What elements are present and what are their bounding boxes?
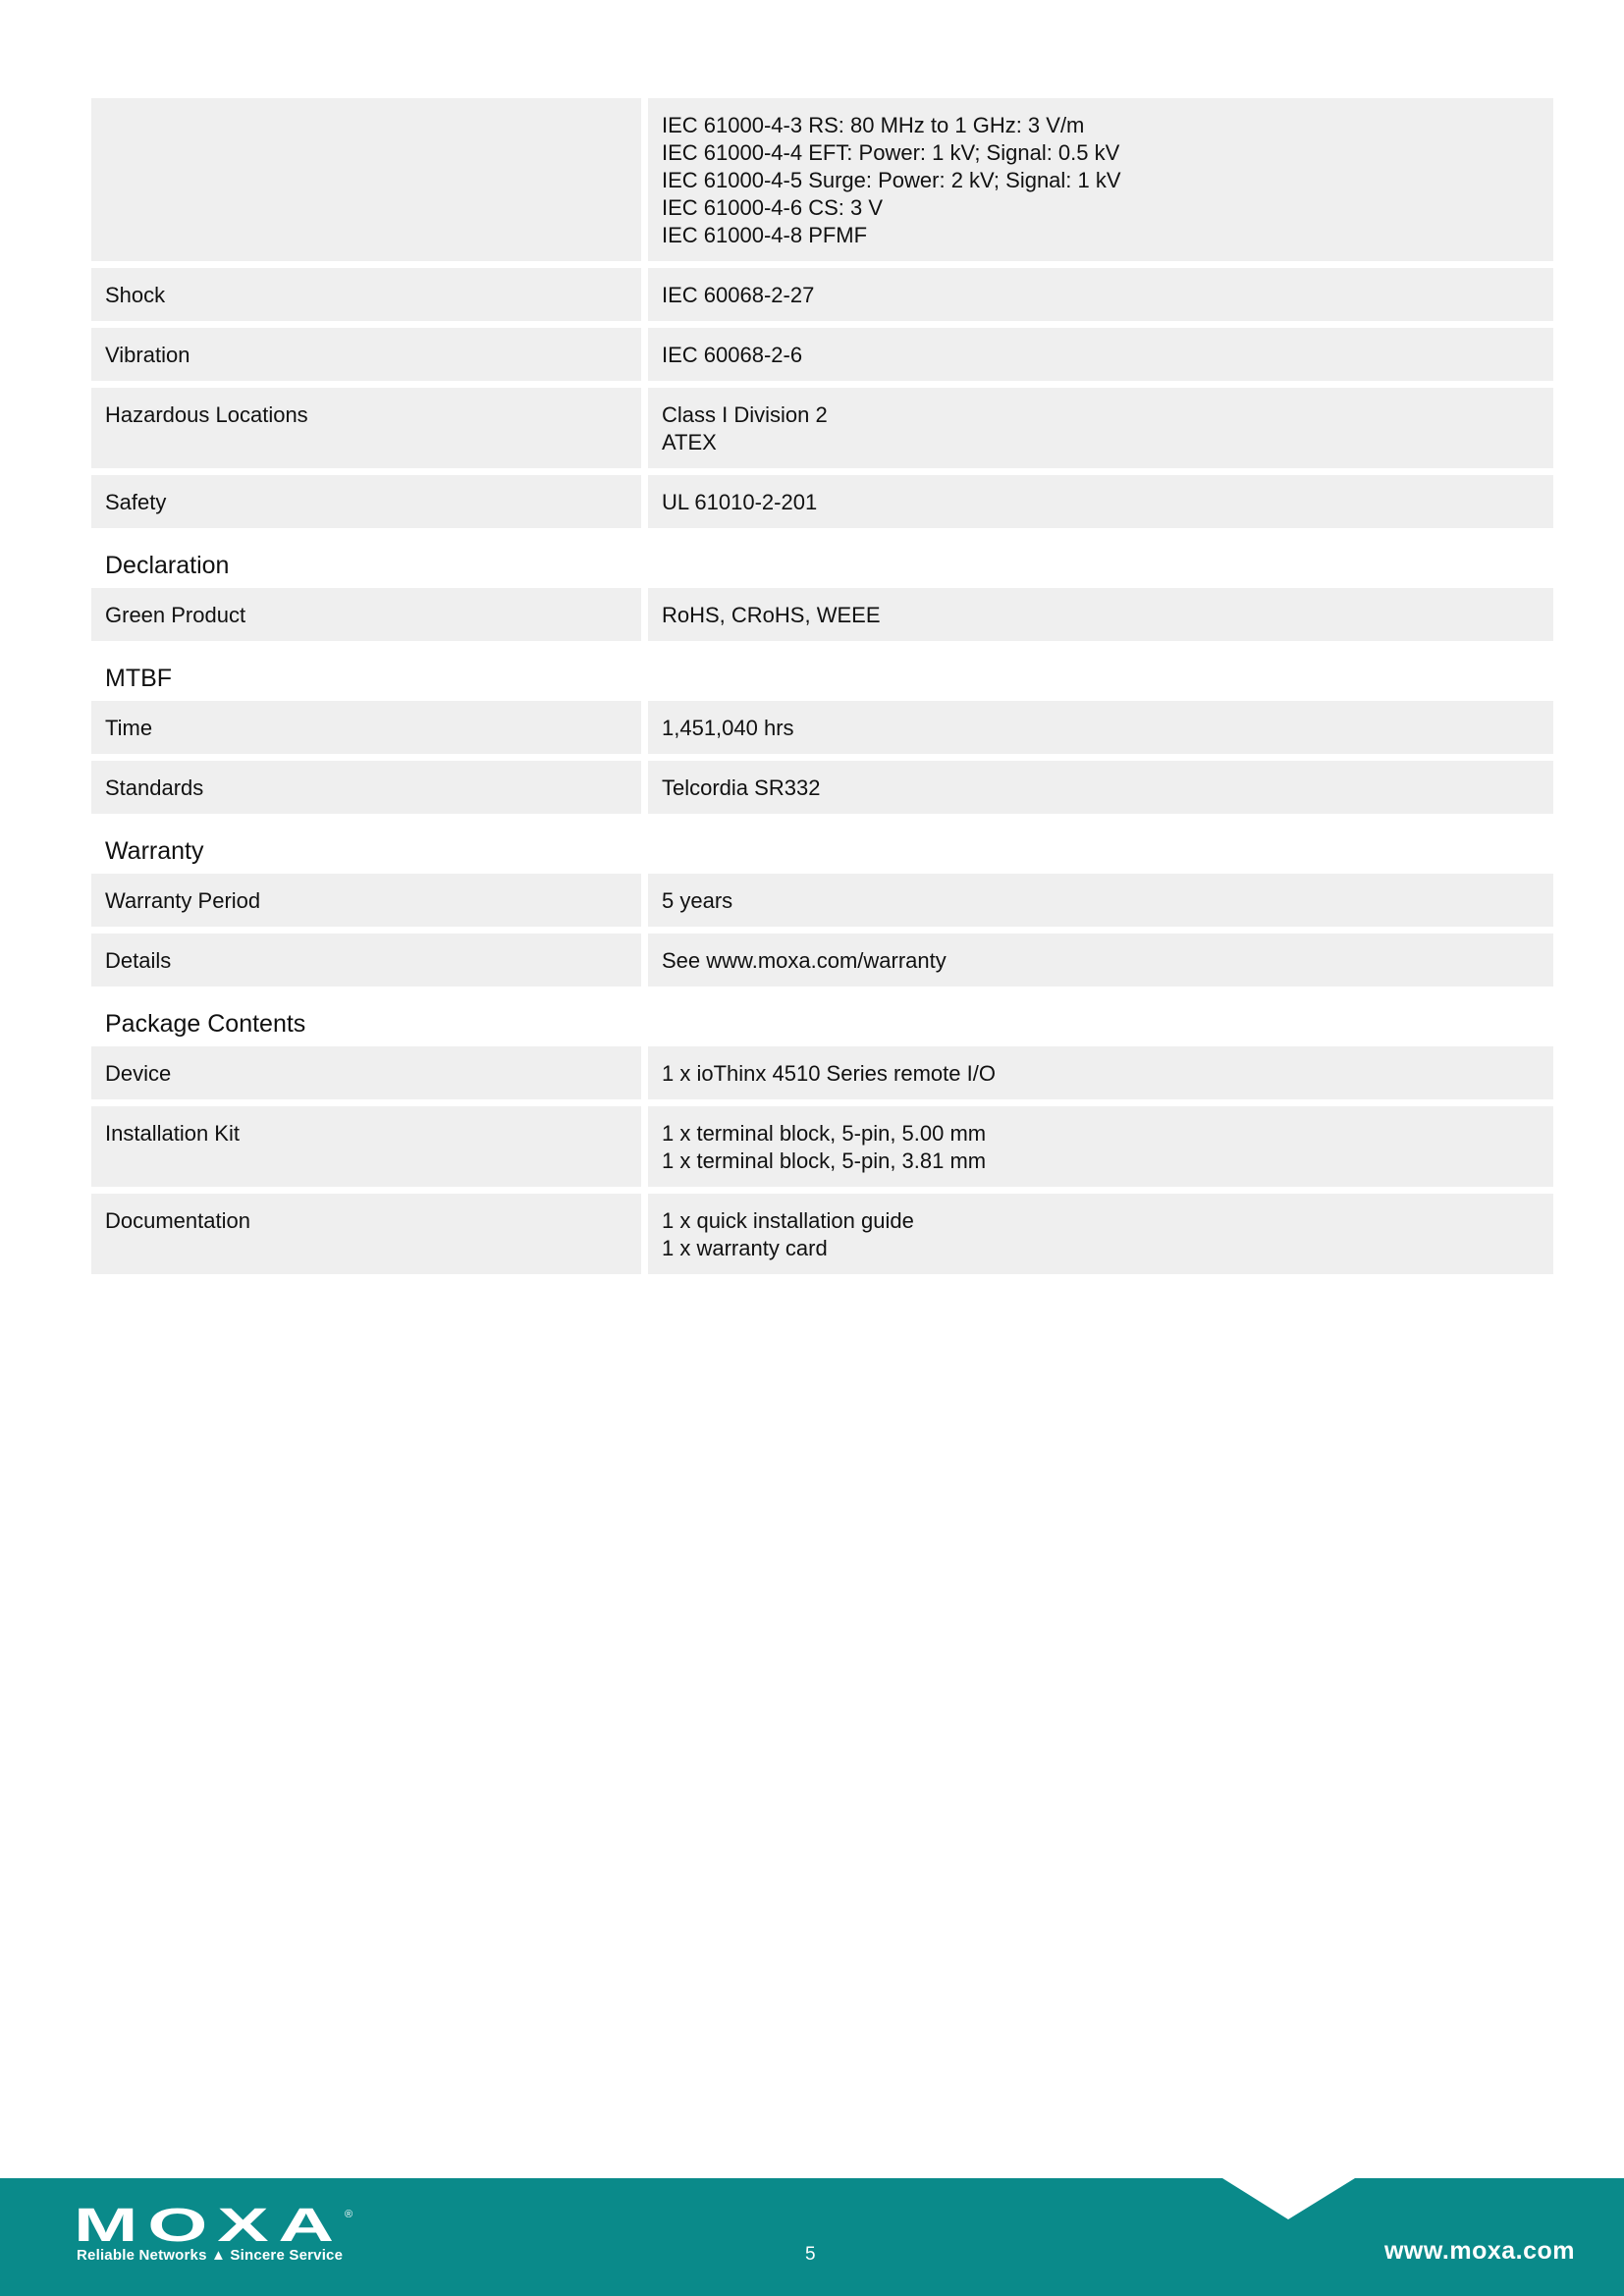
spec-label: Details (91, 934, 641, 987)
spec-row (91, 98, 1553, 261)
tagline: Reliable Networks ▲ Sincere Service (77, 2247, 344, 2264)
spec-value-line: IEC 61000-4-6 CS: 3 V (662, 195, 884, 220)
spec-value (648, 388, 1553, 468)
spec-label: Documentation (91, 1194, 641, 1274)
spec-value-line: 1 x quick installation guide (662, 1208, 914, 1233)
spec-value (648, 701, 1553, 754)
spec-value-line: IEC 61000-4-5 Surge: Power: 2 kV; Signal: 1 kV (662, 168, 1121, 192)
spec-row (91, 761, 1553, 814)
spec-label: Installation Kit (91, 1106, 641, 1187)
spec-row (91, 874, 1553, 927)
spec-value (648, 934, 1553, 987)
spec-value-line: See www.moxa.com/warranty (662, 948, 947, 973)
spec-table (91, 98, 1553, 1281)
spec-row (91, 1046, 1553, 1099)
spec-value-line: 1,451,040 hrs (662, 716, 794, 740)
spec-label: Standards (91, 761, 641, 814)
section-title: Declaration (105, 552, 230, 579)
spec-value-line: 1 x ioThinx 4510 Series remote I/O (662, 1061, 996, 1086)
spec-label: Warranty Period (91, 874, 641, 927)
spec-value (648, 1106, 1553, 1187)
spec-value-line: 1 x terminal block, 5-pin, 3.81 mm (662, 1148, 987, 1173)
spec-label: Safety (91, 475, 641, 528)
moxa-logo (74, 2206, 353, 2245)
spec-value (648, 1194, 1553, 1274)
spec-value-line: RoHS, CRoHS, WEEE (662, 603, 881, 627)
spec-value-line: 1 x warranty card (662, 1236, 828, 1260)
spec-row (91, 1194, 1553, 1274)
spec-label: Vibration (91, 328, 641, 381)
spec-value-line: 5 years (662, 888, 733, 913)
spec-value (648, 328, 1553, 381)
spec-row (91, 475, 1553, 528)
spec-row (91, 268, 1553, 321)
spec-value (648, 98, 1553, 261)
spec-label: Shock (91, 268, 641, 321)
spec-row (91, 588, 1553, 641)
spec-value-line: Class I Division 2 (662, 402, 828, 427)
spec-value (648, 475, 1553, 528)
spec-value-line: IEC 60068-2-27 (662, 283, 815, 307)
registered-mark: ® (345, 2209, 353, 2220)
section-title: Package Contents (105, 1010, 306, 1038)
page-number: 5 (805, 2244, 816, 2265)
spec-value-line: IEC 61000-4-4 EFT: Power: 1 kV; Signal: 0.5 kV (662, 140, 1120, 165)
footer-notch (1222, 2178, 1355, 2219)
spec-row (91, 328, 1553, 381)
spec-label (91, 98, 641, 261)
spec-label: Time (91, 701, 641, 754)
spec-value-line: ATEX (662, 430, 717, 454)
section-title: MTBF (105, 665, 173, 692)
logo-text: MOXA (74, 2206, 344, 2245)
footer (0, 2178, 1624, 2296)
spec-row (91, 388, 1553, 468)
spec-value-line: IEC 60068-2-6 (662, 343, 803, 367)
spec-label: Green Product (91, 588, 641, 641)
website-link[interactable]: www.moxa.com (1383, 2237, 1575, 2265)
spec-value (648, 1046, 1553, 1099)
spec-value (648, 874, 1553, 927)
spec-value (648, 761, 1553, 814)
spec-value-line: Telcordia SR332 (662, 775, 821, 800)
spec-label: Hazardous Locations (91, 388, 641, 468)
spec-row (91, 934, 1553, 987)
spec-row (91, 1106, 1553, 1187)
spec-value-line: UL 61010-2-201 (662, 490, 818, 514)
spec-value (648, 588, 1553, 641)
spec-value-line: 1 x terminal block, 5-pin, 5.00 mm (662, 1121, 987, 1146)
spec-label: Device (91, 1046, 641, 1099)
spec-value-line: IEC 61000-4-8 PFMF (662, 223, 868, 247)
spec-value (648, 268, 1553, 321)
spec-row (91, 701, 1553, 754)
section-title: Warranty (105, 837, 204, 865)
spec-value-line: IEC 61000-4-3 RS: 80 MHz to 1 GHz: 3 V/m (662, 113, 1085, 137)
